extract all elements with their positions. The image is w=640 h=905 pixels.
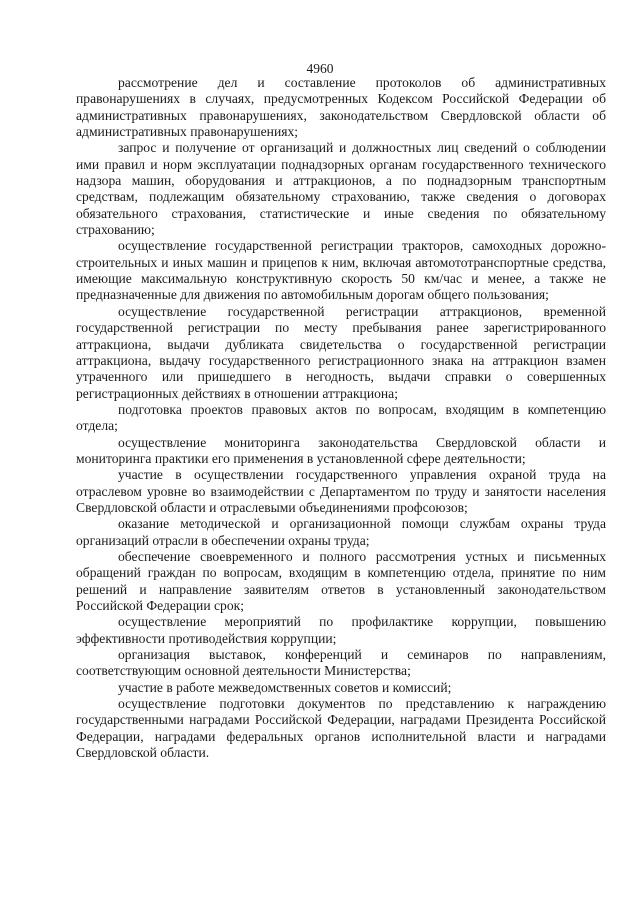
- paragraph: осуществление государственной регистрации аттракционов, временной государственной регистрации по месту пребывания ранее зарегистрированного аттракциона, выдачи дубликата свидетельства о государственной регистрации аттракциона, выдачу государственного регистрационного знака на аттракцион взамен утраченного или пришедшего в негодность, выдачи справки о совершенных регистрационных действиях в отношении аттракциона;: [76, 303, 606, 401]
- paragraph: запрос и получение от организаций и должностных лиц сведений о соблюдении ими правил и норм эксплуатации поднадзорных органам государственного технического надзора машин, оборудования и аттракционов, а по поднадзорным транспортным средствам, подлежащим обязательному страхованию, также сведения о договорах обязательного страхования, статистические и иные сведения по обязательному страхованию;: [76, 140, 606, 238]
- paragraph: осуществление государственной регистрации тракторов, самоходных дорожно-строительных и иных машин и прицепов к ним, включая автомототранспортные средства, имеющие максимальную конструктивную скорость 50 км/час и менее, а также не предназначенные для движения по автомобильным дорогам общего пользования;: [76, 238, 606, 303]
- paragraph: осуществление подготовки документов по представлению к награждению государственными наградами Российской Федерации, наградами Президента Российской Федерации, наградами федеральных органов исполнительной власти и наградами Свердловской области.: [76, 696, 606, 761]
- page-number: 4960: [306, 61, 334, 76]
- paragraph: участие в осуществлении государственного управления охраной труда на отраслевом уровне во взаимодействии с Департаментом по труду и занятости населения Свердловской области и отраслевыми объединениями профсоюзов;: [76, 467, 606, 515]
- paragraph: рассмотрение дел и составление протоколов об административных правонарушениях в случаях, предусмотренных Кодексом Российской Федерации об административных правонарушениях, законодательством Свердловской области об административных правонарушениях;: [76, 75, 606, 140]
- paragraph: обеспечение своевременного и полного рассмотрения устных и письменных обращений граждан по вопросам, входящим в компетенцию отдела, принятие по ним решений и направление заявителям ответов в установленный законодательством Российской Федерации срок;: [76, 548, 606, 613]
- document-body: [76, 75, 606, 761]
- paragraph: осуществление мониторинга законодательства Свердловской области и мониторинга практики его применения в установленной сфере деятельности;: [76, 434, 606, 466]
- paragraph: осуществление мероприятий по профилактике коррупции, повышению эффективности противодействия коррупции;: [76, 614, 606, 646]
- paragraph: оказание методической и организационной помощи службам охраны труда организаций отрасли в обеспечении охраны труда;: [76, 516, 606, 548]
- paragraph: подготовка проектов правовых актов по вопросам, входящим в компетенцию отдела;: [76, 401, 606, 434]
- paragraph: участие в работе межведомственных советов и комиссий;: [118, 679, 452, 695]
- paragraph: организация выставок, конференций и семинаров по направлениям, соответствующим основной деятельности Министерства;: [76, 647, 606, 679]
